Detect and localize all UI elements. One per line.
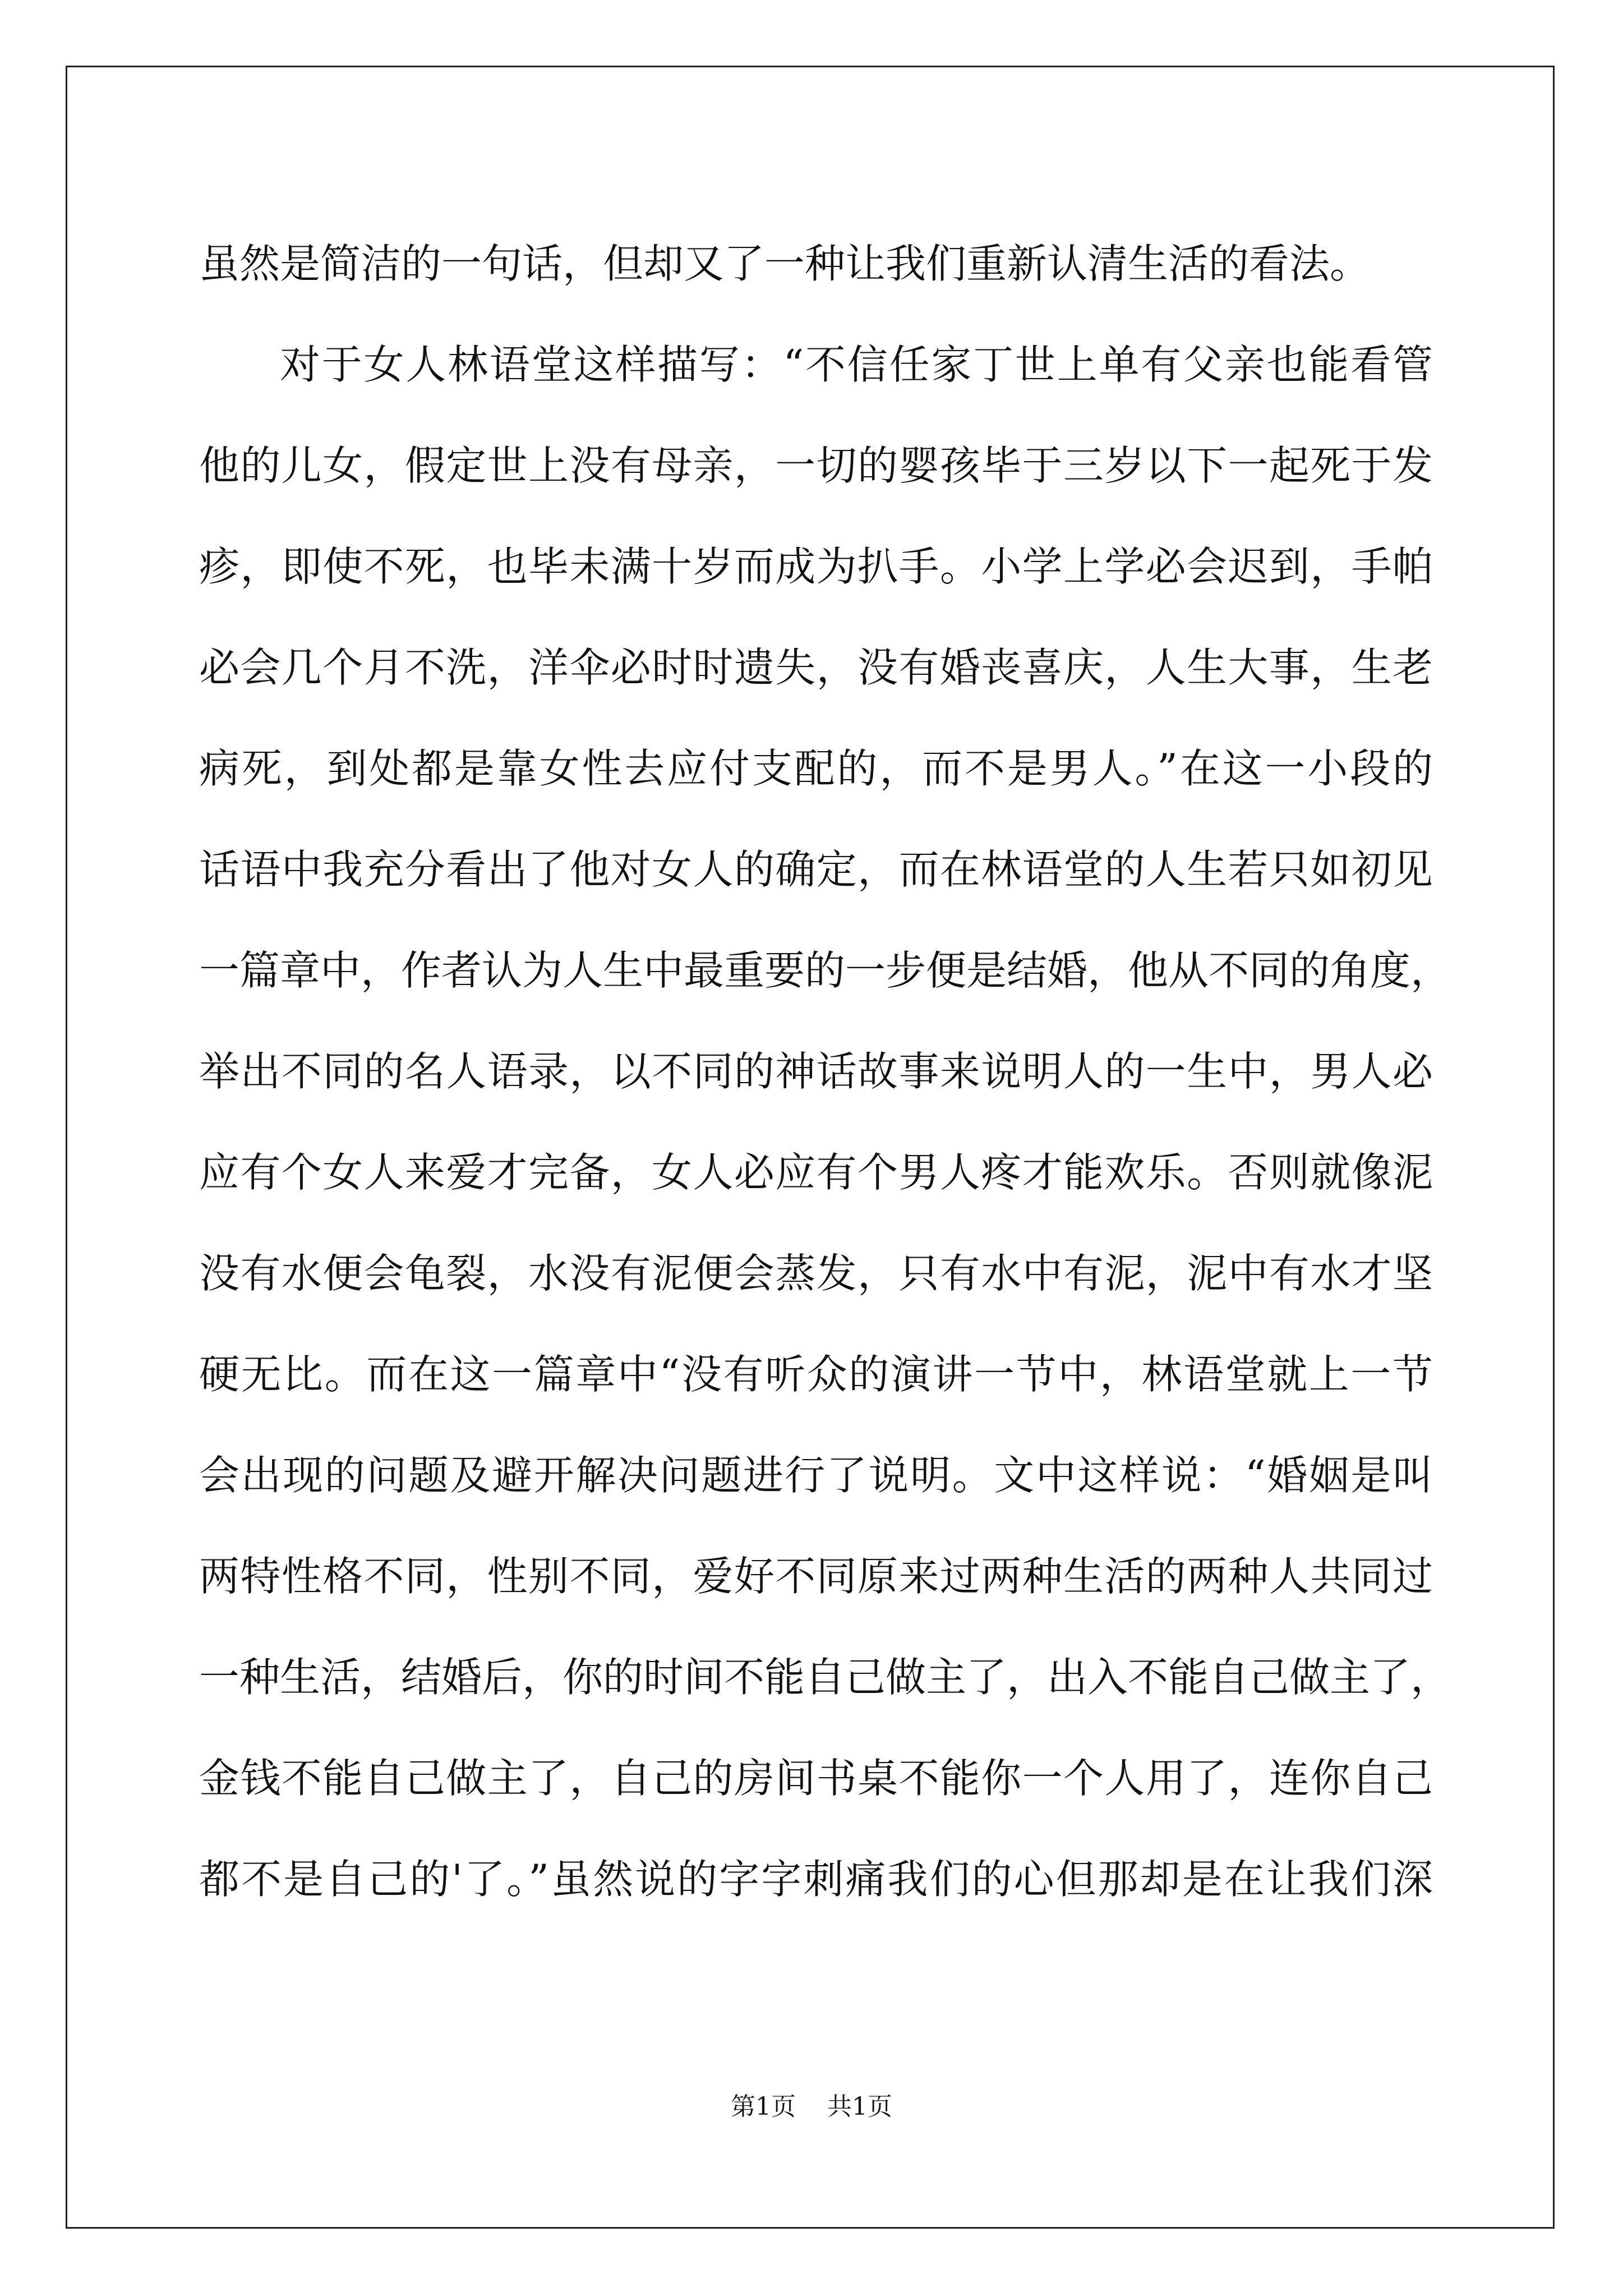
text-line-3: 他的儿女，假定世上没有母亲，一切的婴孩毕于三岁以下一起死于发: [199, 442, 1433, 489]
page-footer: [0, 2090, 1623, 2124]
document-body: [199, 213, 1451, 1930]
page-number-current: 第1页: [731, 2092, 796, 2121]
text-line-8: 一篇章中，作者认为人生中最重要的一步便是结婚，他从不同的角度，: [199, 947, 1451, 994]
text-line-15: 一种生活，结婚后，你的时间不能自己做主了，出入不能自己做主了，: [199, 1654, 1451, 1701]
text-line-16: 金钱不能自己做主了，自己的房间书桌不能你一个人用了，连你自己: [199, 1755, 1433, 1802]
text-line-7: 话语中我充分看出了他对女人的确定，而在林语堂的人生若只如初见: [199, 846, 1433, 893]
text-line-10: 应有个女人来爱才完备，女人必应有个男人疼才能欢乐。否则就像泥: [199, 1149, 1433, 1196]
text-line-2: 对于女人林语堂这样描写：“不信任家丁世上单有父亲也能看管: [280, 341, 1433, 388]
page-number-total: 共1页: [827, 2092, 892, 2121]
text-line-9: 举出不同的名人语录，以不同的神话故事来说明人的一生中，男人必: [199, 1048, 1433, 1095]
text-line-12: 硬无比。而在这一篇章中“没有听众的演讲一节中，林语堂就上一节: [199, 1351, 1433, 1398]
text-line-17: 都不是自己的'了。”虽然说的字字刺痛我们的心但那却是在让我们深: [199, 1856, 1433, 1903]
text-line-1: 虽然是简洁的一句话，但却又了一种让我们重新认清生活的看法。: [199, 240, 1371, 287]
text-line-5: 必会几个月不洗，洋伞必时时遗失，没有婚丧喜庆，人生大事，生老: [199, 644, 1433, 691]
text-line-4: 疹，即使不死，也毕未满十岁而成为扒手。小学上学必会迟到，手帕: [199, 543, 1433, 590]
text-line-11: 没有水便会龟裂，水没有泥便会蒸发，只有水中有泥，泥中有水才坚: [199, 1250, 1433, 1297]
text-line-14: 两特性格不同，性别不同，爱好不同原来过两种生活的两种人共同过: [199, 1553, 1433, 1600]
text-line-13: 会出现的问题及避开解决问题进行了说明。文中这样说：“婚姻是叫: [199, 1452, 1433, 1499]
text-line-6: 病死，到处都是靠女性去应付支配的，而不是男人。”在这一小段的: [199, 745, 1433, 792]
